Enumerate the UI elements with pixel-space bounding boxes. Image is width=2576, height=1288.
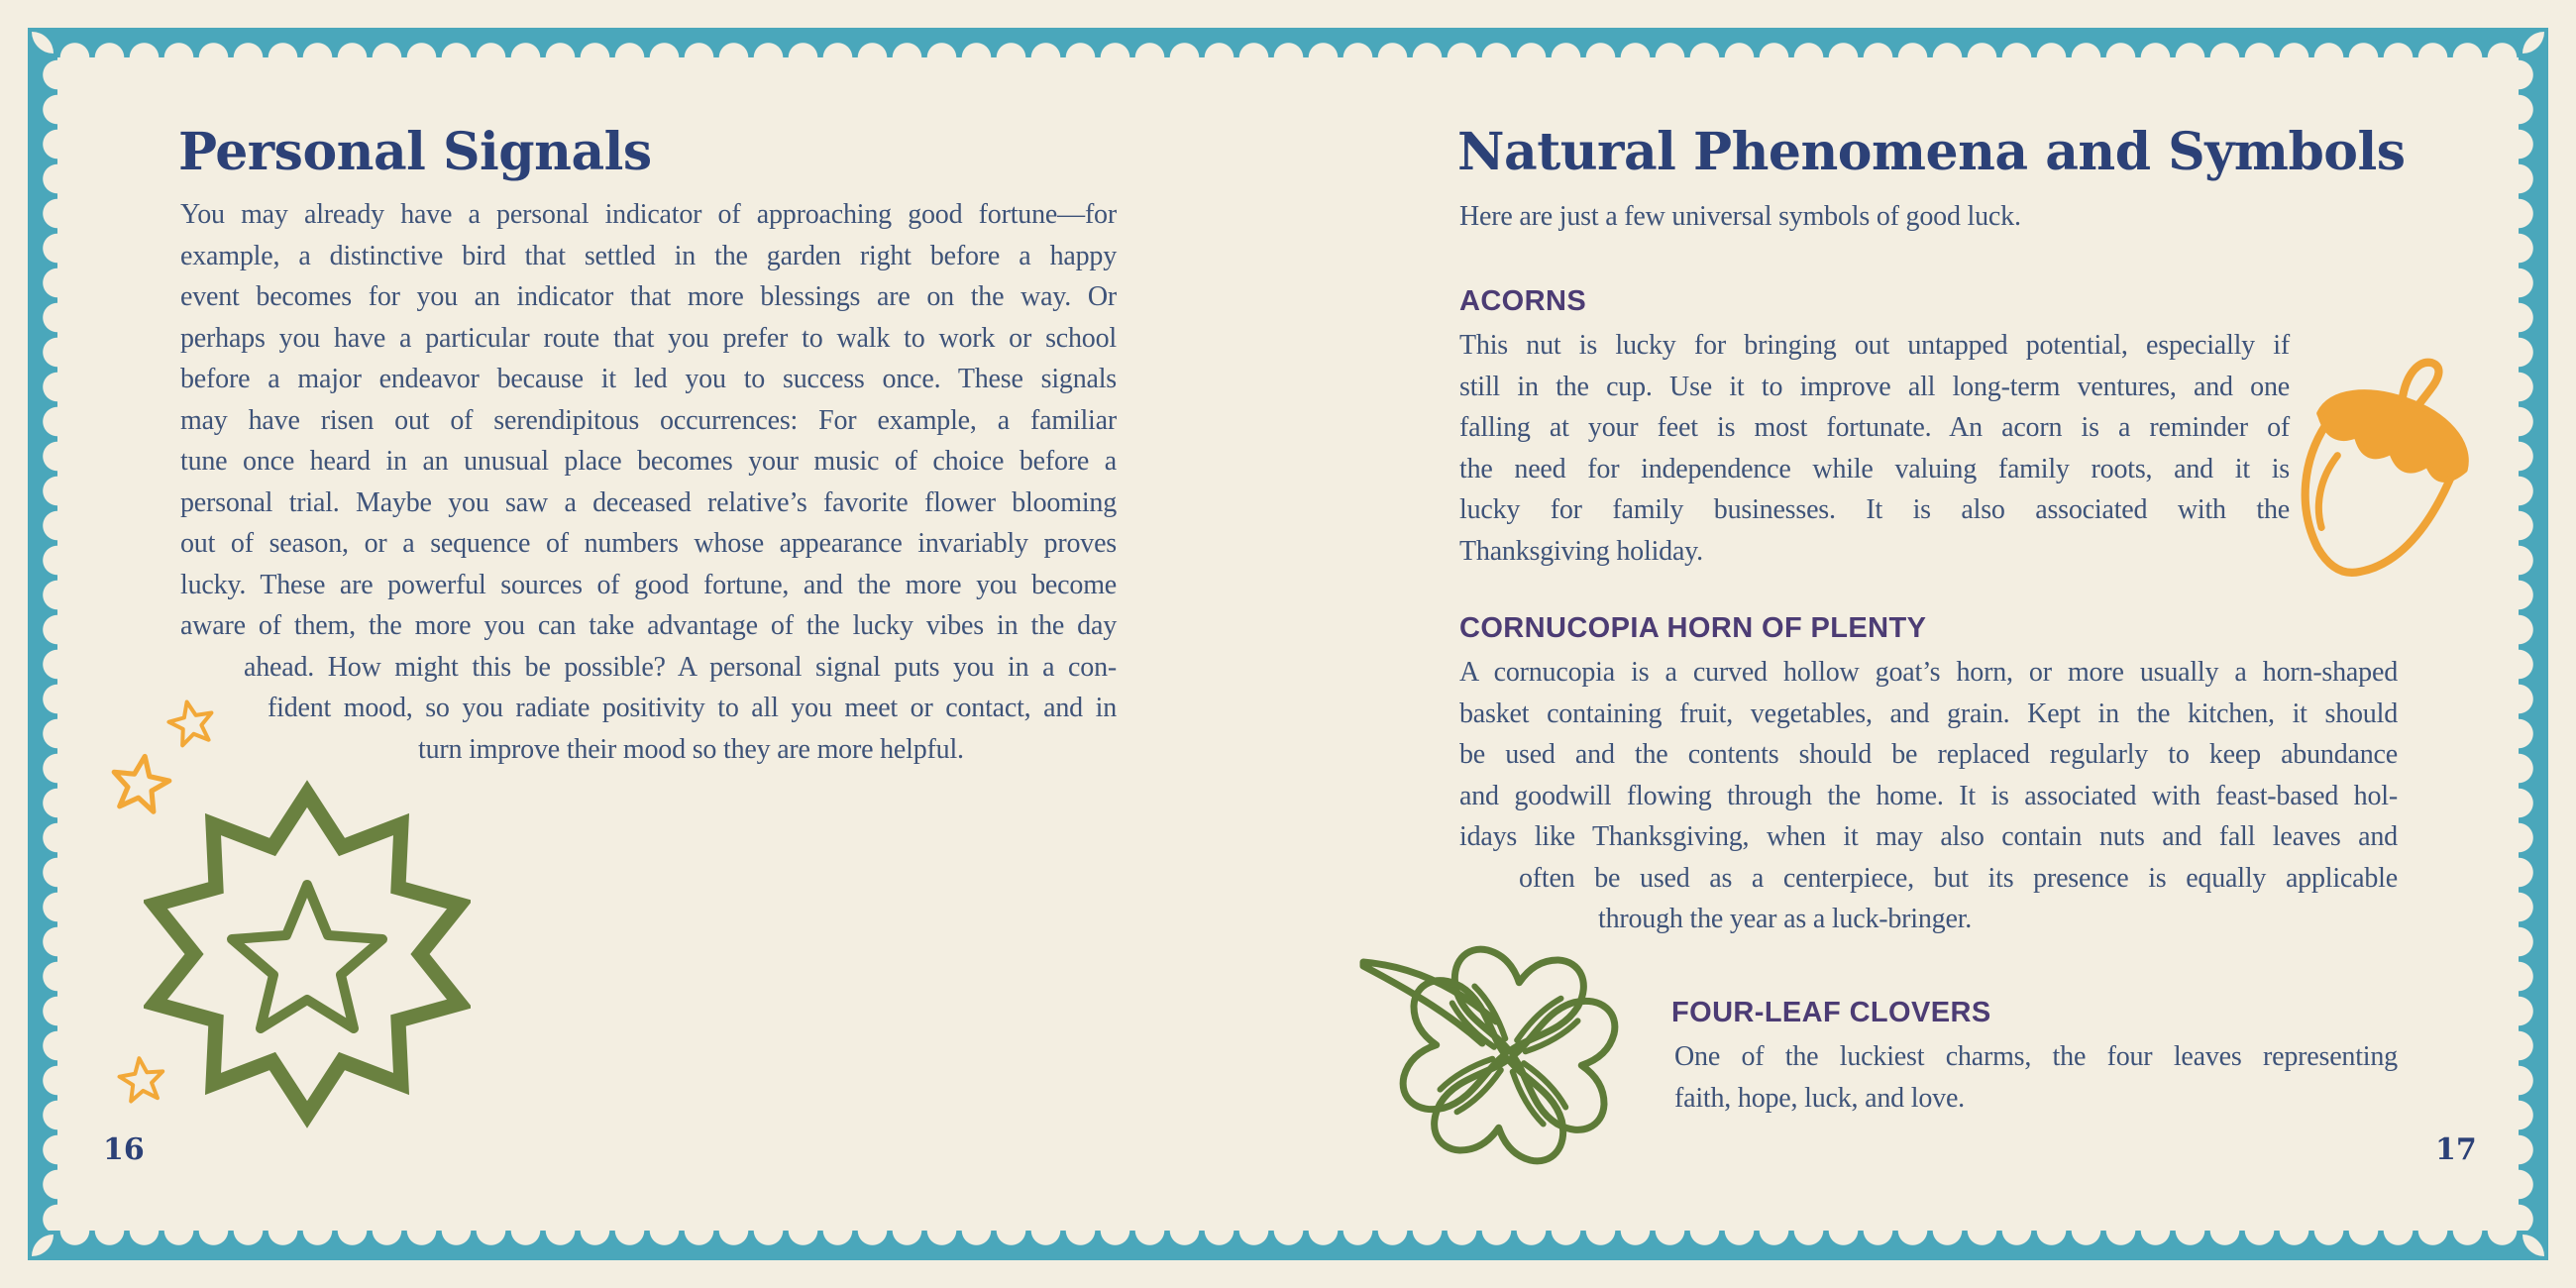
section-heading-acorns: ACORNS [1459, 285, 1587, 317]
section-paragraph-four-leaf-clovers [1674, 1036, 2398, 1119]
border-right [2519, 57, 2548, 1231]
text-line: fident mood, so you radiate positivity to all you meet or contact, and in [268, 693, 1117, 723]
four-leaf-clover-icon [1336, 907, 1653, 1174]
text-line: idays like Thanksgiving, when it may also contain nuts and fall leaves and [1459, 821, 2398, 852]
section-paragraph-acorns [1459, 325, 2290, 572]
left-page-number: 16 [103, 1132, 145, 1167]
small-star-icon [161, 693, 220, 751]
left-page-title: Personal Signals [178, 122, 652, 182]
corner-leaf-icon [2522, 32, 2544, 54]
text-line: ahead. How might this be possible? A personal signal puts you in a con- [244, 651, 1117, 683]
text-line: may have risen out of serendipitous occurrences: For example, a familiar [180, 404, 1117, 436]
corner-leaf-icon [2522, 1234, 2544, 1256]
text-line: One of the luckiest charms, the four leaves representing [1674, 1041, 2398, 1072]
text-line: faith, hope, luck, and love. [1674, 1082, 1965, 1114]
text-line: often be used as a centerpiece, but its presence is equally applicable [1519, 862, 2398, 894]
text-line: out of season, or a sequence of numbers whose appearance invariably proves [180, 528, 1117, 559]
text-line: lucky. These are powerful sources of good fortune, and the more you become [180, 569, 1117, 600]
text-line: before a major endeavor because it led you to success once. These signals [180, 364, 1117, 394]
border-left [28, 57, 57, 1231]
text-line: perhaps you have a particular route that you prefer to walk to work or school [180, 322, 1117, 354]
text-line: This nut is lucky for bringing out untapped potential, especially if [1459, 330, 2290, 361]
border-corner-top-left [28, 28, 57, 57]
text-line: the need for independence while valuing family roots, and it is [1459, 453, 2290, 484]
section-heading-four-leaf-clovers: FOUR-LEAF CLOVERS [1671, 997, 1991, 1028]
text-line: through the year as a luck-bringer. [1598, 904, 1973, 934]
section-heading-cornucopia: CORNUCOPIA HORN OF PLENTY [1459, 612, 1927, 644]
section-paragraph-cornucopia [1459, 652, 2398, 940]
text-line: Thanksgiving holiday. [1459, 535, 1703, 567]
text-line: personal trial. Maybe you saw a deceased relative’s favorite flower blooming [180, 486, 1117, 518]
text-line: You may already have a personal indicator of approaching good fortune—for [180, 199, 1117, 230]
text-line: basket containing fruit, vegetables, and grain. Kept in the kitchen, it should [1459, 698, 2398, 729]
corner-leaf-icon [32, 1234, 54, 1256]
border-corner-bottom-left [28, 1231, 57, 1260]
corner-leaf-icon [32, 32, 54, 54]
small-star-icon [114, 1051, 169, 1107]
small-star-icon [104, 746, 176, 818]
border-top [57, 28, 2519, 57]
border-corner-top-right [2519, 28, 2548, 57]
text-line: and goodwill flowing through the home. It is associated with feast-based hol- [1459, 780, 2398, 811]
acorn-icon [2267, 347, 2490, 599]
text-line: be used and the contents should be replaced regularly to keep abundance [1459, 739, 2398, 770]
right-page-intro [1459, 196, 2398, 238]
border-corner-bottom-right [2519, 1231, 2548, 1260]
border-bottom [57, 1231, 2519, 1260]
text-line: lucky for family businesses. It is also associated with the [1459, 494, 2290, 525]
text-line: falling at your feet is most fortunate. An acorn is a reminder of [1459, 412, 2290, 443]
text-line: example, a distinctive bird that settled in the garden right before a happy [180, 240, 1117, 271]
text-line: turn improve their mood so they are more helpful. [418, 733, 964, 765]
text-line: tune once heard in an unusual place becomes your music of choice before a [180, 446, 1117, 477]
ten-point-burst-star-icon [144, 771, 471, 1132]
text-line: aware of them, the more you can take advantage of the lucky vibes in the day [180, 610, 1117, 641]
text-line: A cornucopia is a curved hollow goat’s horn, or more usually a horn-shaped [1459, 657, 2398, 688]
right-page-title: Natural Phenomena and Symbols [1457, 122, 2406, 182]
right-page-number: 17 [2435, 1132, 2477, 1167]
text-line: still in the cup. Use it to improve all long-term ventures, and one [1459, 371, 2290, 402]
text-line: event becomes for you an indicator that more blessings are on the way. Or [180, 281, 1117, 312]
text-line: Here are just a few universal symbols of good luck. [1459, 201, 2021, 232]
left-page-paragraph [180, 194, 1117, 770]
